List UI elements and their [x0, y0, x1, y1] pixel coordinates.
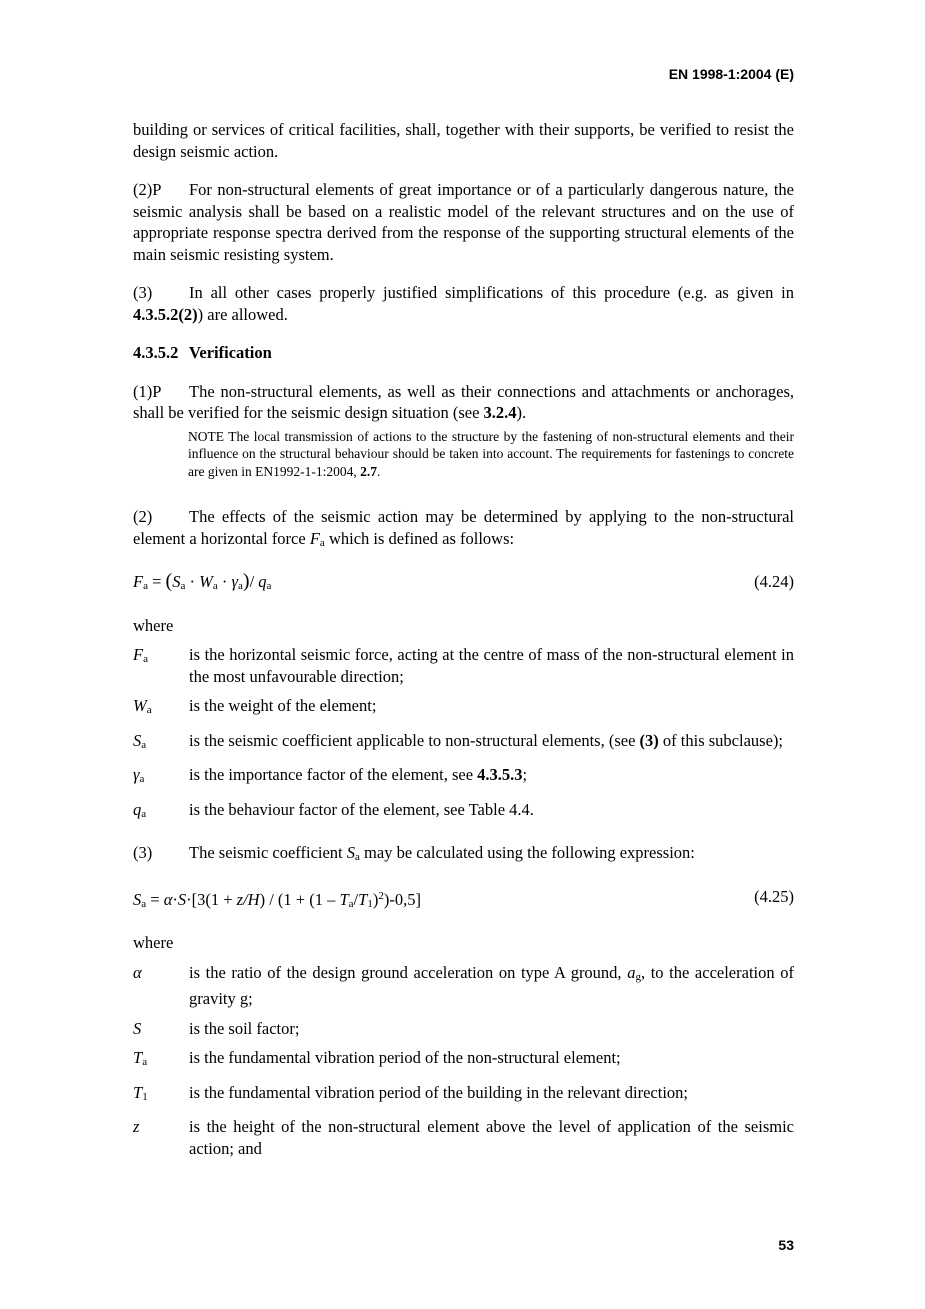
- definitions-list-2: [133, 962, 794, 1160]
- definition-text: is the behaviour factor of the element, see Table 4.4.: [189, 799, 534, 819]
- note: NOTE The local transmission of actions to the structure by the fastening of non-structural elements and their influence on the structural behaviour should be taken into account. The requirements for fastenings to concrete are given in EN1992-1-1:2004, 2.7.: [188, 428, 794, 479]
- paragraph-continuation: building or services of critical facilities, shall, together with their supports, be verified to resist the design seismic action.: [133, 120, 794, 161]
- paragraph-1p: (1)P The non-structural elements, as well as their connections and attachments or anchorages, shall be verified for the seismic design situation (see 3.2.4).: [133, 381, 794, 422]
- definition-text: is the horizontal seismic force, acting at the centre of mass of the non-structural element in the most unfavourable direction;: [189, 645, 794, 686]
- definition-row: [133, 1018, 794, 1040]
- definition-row: [133, 1082, 794, 1109]
- definition-row: [133, 962, 794, 1010]
- definition-symbol: $S_a$: [133, 730, 147, 751]
- definition-row: [133, 1047, 794, 1074]
- definition-symbol: S: [133, 1018, 142, 1038]
- page-body: [133, 119, 794, 1159]
- definition-text: is the weight of the element;: [189, 696, 377, 715]
- definition-symbol: $\gamma_a$: [133, 765, 145, 785]
- definition-symbol: α: [133, 962, 142, 982]
- definition-symbol: $T_a$: [133, 1048, 148, 1068]
- definition-row: [133, 764, 794, 791]
- definition-symbol: z: [133, 1117, 140, 1136]
- definition-row: [133, 644, 794, 687]
- definition-symbol: $q_a$: [133, 799, 147, 820]
- where-label: where: [133, 933, 174, 952]
- section-heading: 4.3.5.2 Verification: [133, 343, 272, 362]
- definition-row: [133, 730, 794, 757]
- definition-text: is the fundamental vibration period of the non-structural element;: [189, 1048, 621, 1067]
- definition-text: is the ratio of the design ground acceleration on type A ground, $a_g$, to the acceleration of gravity g;: [189, 962, 794, 1008]
- equation-4-24: [133, 571, 794, 598]
- clause-ref: 3.2.4: [483, 403, 517, 422]
- definitions-list-1: [133, 644, 794, 825]
- equation-4-25: [133, 886, 794, 916]
- document-code: EN 1998-1:2004 (E): [668, 66, 794, 82]
- paragraph-3b: (3) The seismic coefficient $S_a$ may be calculated using the following expression:: [133, 843, 695, 863]
- paragraph-2p: (2)P For non-structural elements of great importance or of a particularly dangerous nature, the seismic analysis shall be based on a realistic model of the relevant structures and on the use of appropriate response spectra derived from the response of the supporting structural elements of the main seismic resisting system.: [133, 180, 794, 264]
- paragraph-3: (3) In all other cases properly justified simplifications of this procedure (e.g. as given in 4.3.5.2(2)) are allowed.: [133, 283, 794, 324]
- definition-symbol: $T_1$: [133, 1082, 148, 1103]
- definition-text: is the seismic coefficient applicable to non-structural elements, (see (3) of this subclause);: [189, 730, 783, 750]
- definition-row: [133, 799, 794, 826]
- definition-text: is the fundamental vibration period of the building in the relevant direction;: [189, 1082, 688, 1102]
- definition-text: is the height of the non-structural element above the level of application of the seismic action; and: [189, 1117, 794, 1158]
- definition-text: is the soil factor;: [189, 1018, 300, 1038]
- definition-row: [133, 1116, 794, 1159]
- definition-symbol: $F_a$: [133, 645, 148, 665]
- equation-body: $F_a = (S_a \cdot W_a \cdot \gamma_a)/$ $q_a$: [133, 570, 272, 592]
- where-label: where: [133, 615, 174, 635]
- definition-symbol: $W_a$: [133, 696, 152, 716]
- equation-body: $S_a = \alpha\cdot S\cdot[3(1 + z/H) / (1 + (1 - T_a/T_1)^2)-0,5]$: [133, 889, 421, 910]
- definition-row: [133, 695, 794, 722]
- equation-label: (4.24): [754, 572, 794, 591]
- definition-text: is the importance factor of the element, see 4.3.5.3;: [189, 765, 528, 784]
- paragraph-2: (2) The effects of the seismic action may be determined by applying to the non-structural element a horizontal force $F_a$ which is defined as follows:: [133, 507, 794, 549]
- equation-label: (4.25): [754, 886, 794, 906]
- page-number: 53: [778, 1237, 794, 1253]
- clause-ref: 4.3.5.2(2): [133, 304, 198, 324]
